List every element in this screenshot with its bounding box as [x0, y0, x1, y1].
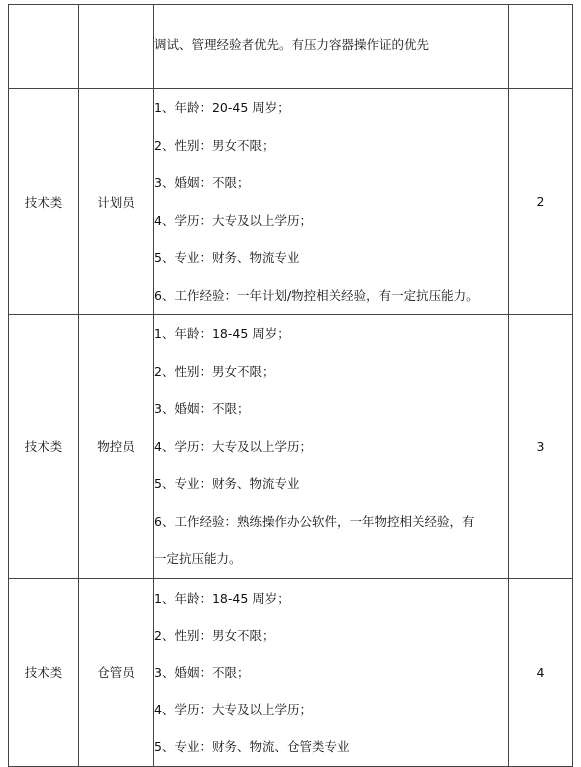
table-row [9, 89, 573, 315]
requirement-line: 2、性别：男女不限； [154, 363, 275, 379]
requirements-cell [154, 5, 509, 89]
requirement-line: 5、专业：财务、物流、仓管类专业 [154, 738, 350, 754]
requirement-line: 4、学历：大专及以上学历； [154, 212, 312, 228]
requirements-cell [154, 89, 509, 315]
requirements-cell [154, 315, 509, 579]
job-requirements-table [8, 4, 573, 767]
position-cell: 仓管员 [79, 578, 154, 766]
headcount-cell: 3 [509, 315, 573, 579]
requirement-line: 4、学历：大专及以上学历； [154, 701, 312, 717]
requirements-cell [154, 578, 509, 766]
requirement-line: 5、专业：财务、物流专业 [154, 476, 300, 491]
headcount-cell [509, 5, 573, 89]
headcount-cell: 4 [509, 578, 573, 766]
position-cell [79, 5, 154, 89]
requirement-line: 3、婚姻：不限； [154, 401, 250, 416]
requirement-line: 3、婚姻：不限； [154, 175, 250, 190]
requirement-line: 6、工作经验：熟练操作办公软件，一年物控相关经验，有 [154, 513, 475, 529]
category-cell: 技术类 [9, 578, 79, 766]
requirement-line: 4、学历：大专及以上学历； [154, 438, 312, 454]
category-cell [9, 5, 79, 89]
requirement-line: 2、性别：男女不限； [154, 627, 275, 643]
requirement-line: 调试、管理经验者优先。有压力容器操作证的优先 [154, 36, 430, 52]
requirement-line: 6、工作经验：一年计划/物控相关经验，有一定抗压能力。 [154, 287, 479, 303]
requirement-line: 3、婚姻：不限； [154, 664, 250, 680]
headcount-cell: 2 [509, 89, 573, 315]
category-cell: 技术类 [9, 315, 79, 579]
requirement-line: 一定抗压能力。 [154, 551, 242, 566]
table-row [9, 5, 573, 89]
requirement-line: 1、年龄：18-45 周岁； [154, 590, 290, 606]
requirement-line: 1、年龄：18-45 周岁； [154, 326, 290, 341]
requirement-line: 5、专业：财务、物流专业 [154, 250, 300, 265]
table-row [9, 315, 573, 579]
table-row [9, 578, 573, 766]
requirement-line: 2、性别：男女不限； [154, 137, 275, 153]
position-cell: 计划员 [79, 89, 154, 315]
category-cell: 技术类 [9, 89, 79, 315]
position-cell: 物控员 [79, 315, 154, 579]
requirement-line: 1、年龄：20-45 周岁； [154, 100, 290, 115]
